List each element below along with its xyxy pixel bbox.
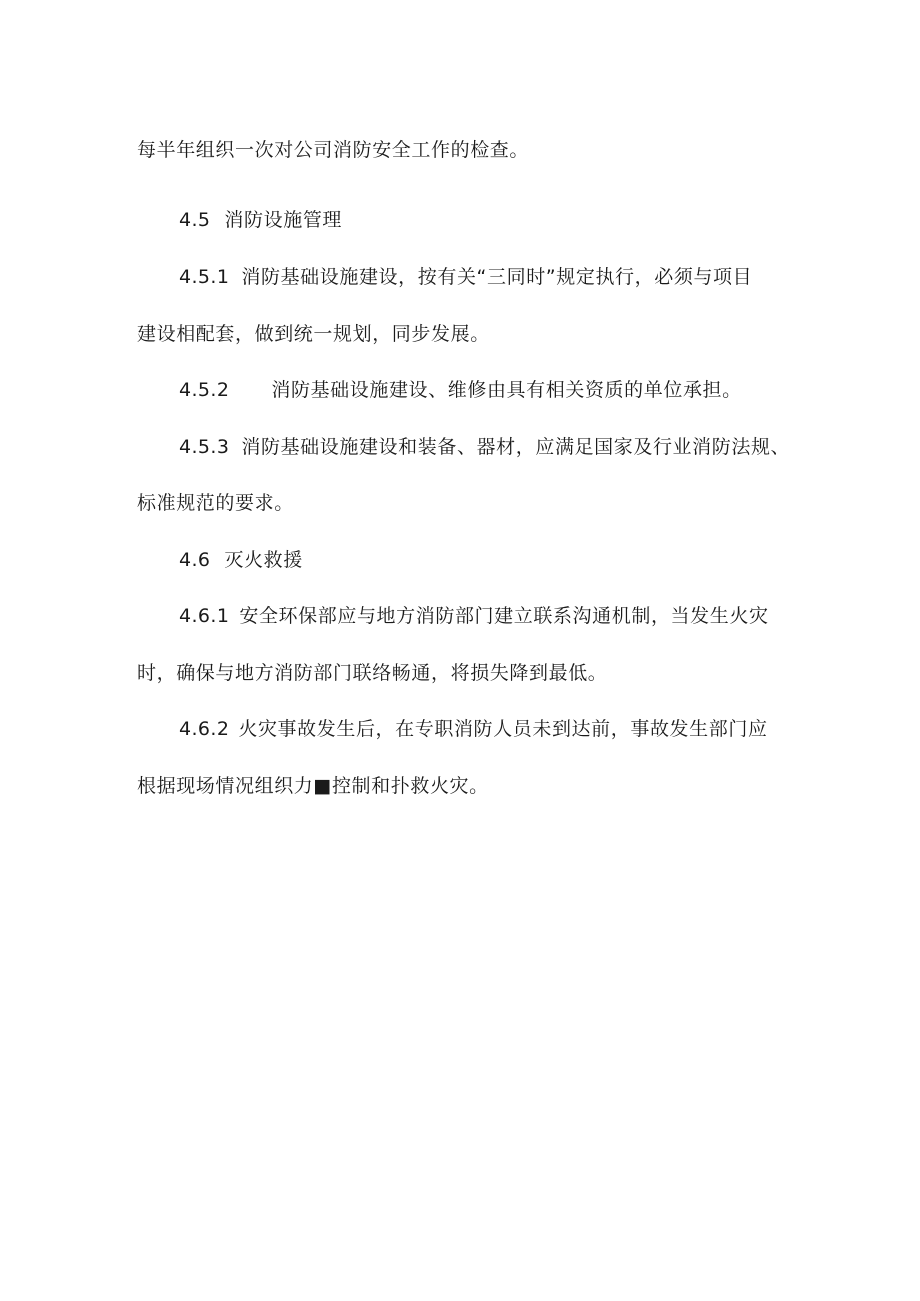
clause-number: 4.5.3	[179, 436, 230, 458]
clause-number: 4.6.1	[179, 605, 230, 627]
clause-4-6-2-line-1	[179, 717, 768, 741]
clause-number: 4.5.2	[179, 379, 230, 401]
clause-4-5-3-line-1	[179, 435, 790, 459]
paragraph-text: 每半年组织一次对公司消防安全工作的检查。	[137, 139, 530, 161]
clause-text: 根据现场情况组织力■控制和扑救火灾。	[137, 775, 489, 797]
clause-text: 火灾事故发生后，在专职消防人员未到达前，事故发生部门应	[238, 718, 768, 740]
clause-number: 4.5.1	[179, 266, 230, 288]
clause-4-5-2	[179, 378, 742, 402]
clause-text: 安全环保部应与地方消防部门建立联系沟通机制，当发生火灾	[239, 605, 769, 627]
clause-4-6-1-line-2	[137, 661, 607, 685]
clause-text: 标准规范的要求。	[137, 492, 294, 514]
clause-text: 消防基础设施建设，按有关“三同时”规定执行，必须与项目	[241, 266, 753, 288]
clause-4-5-1-line-1	[179, 265, 752, 289]
clause-text: 时，确保与地方消防部门联络畅通，将损失降到最低。	[137, 662, 608, 684]
section-title: 灭火救援	[224, 549, 303, 571]
section-number: 4.6	[179, 549, 211, 571]
clause-text: 消防基础设施建设、维修由具有相关资质的单位承担。	[271, 379, 742, 401]
clause-4-6-1-line-1	[179, 604, 769, 628]
paragraph-line	[137, 138, 529, 162]
clause-4-6-2-line-2	[137, 774, 489, 798]
section-heading-4-5	[179, 208, 342, 232]
clause-number: 4.6.2	[179, 718, 230, 740]
section-number: 4.5	[179, 209, 211, 231]
clause-4-5-1-line-2	[137, 322, 490, 346]
clause-text: 消防基础设施建设和装备、器材，应满足国家及行业消防法规、	[241, 436, 791, 458]
section-heading-4-6	[179, 548, 303, 572]
clause-4-5-3-line-2	[137, 491, 294, 515]
section-title: 消防设施管理	[224, 209, 343, 231]
clause-text: 建设相配套，做到统一规划，同步发展。	[137, 323, 490, 345]
